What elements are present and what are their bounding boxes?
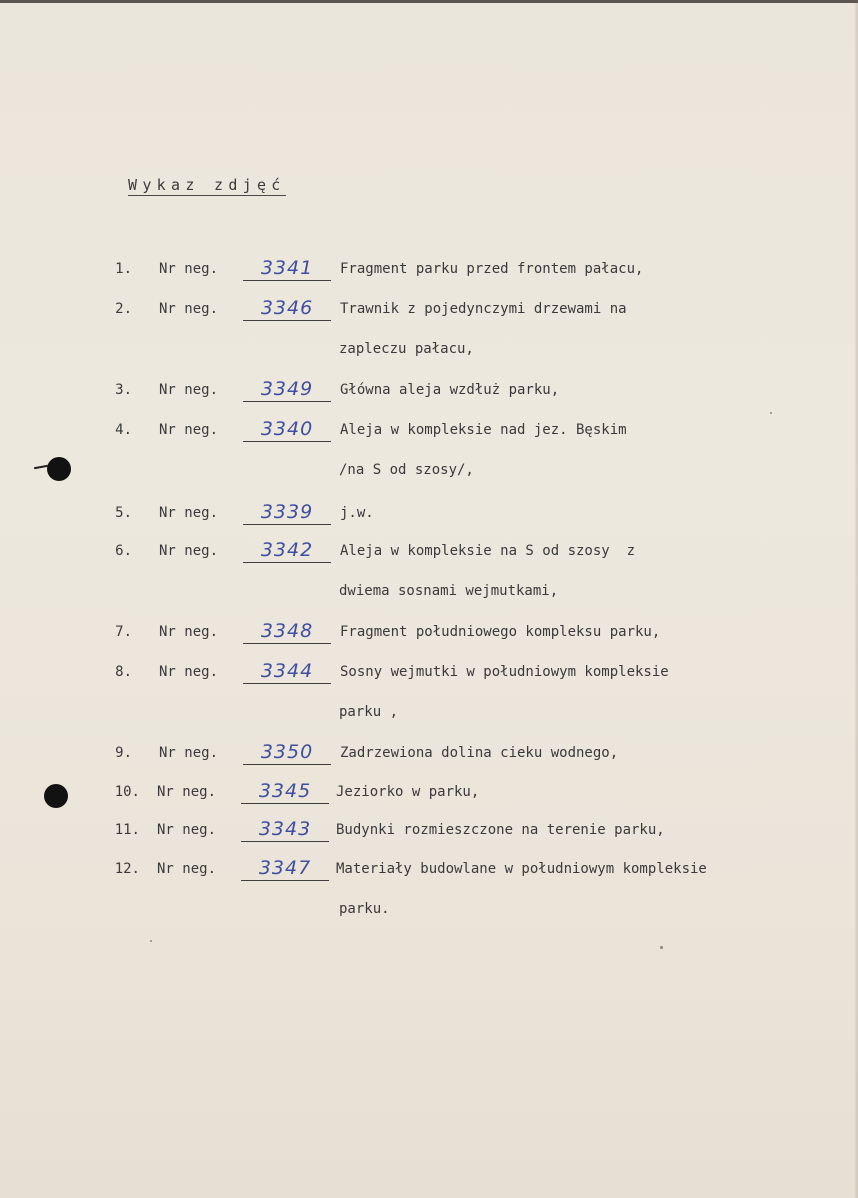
- entry-number: 6.: [115, 543, 132, 559]
- entry-number: 10.: [114, 784, 140, 800]
- list-item: [114, 742, 834, 764]
- entry-number: 4.: [115, 422, 132, 438]
- photo-description-continued: parku.: [339, 901, 390, 917]
- photo-description: Sosny wejmutki w południowym kompleksie: [340, 664, 669, 680]
- list-item: [114, 258, 834, 280]
- negative-number: 3339: [243, 502, 331, 525]
- negative-label: Nr neg.: [159, 382, 219, 398]
- entry-number: 7.: [115, 624, 132, 640]
- negative-label: Nr neg.: [159, 422, 219, 438]
- photo-description: Budynki rozmieszczone na terenie parku,: [336, 822, 665, 838]
- negative-label: Nr neg.: [159, 664, 219, 680]
- negative-number: 3347: [241, 858, 329, 881]
- photo-description: j.w.: [340, 505, 374, 521]
- negative-number: 3340: [243, 419, 331, 442]
- negative-label: Nr neg.: [159, 543, 219, 559]
- photo-description: Aleja w kompleksie nad jez. Bęskim: [340, 422, 627, 438]
- negative-number: 3349: [243, 379, 331, 402]
- entry-number: 9.: [115, 745, 132, 761]
- negative-number: 3350: [243, 742, 331, 765]
- entry-number: 3.: [115, 382, 132, 398]
- entry-number: 2.: [115, 301, 132, 317]
- entry-number: 11.: [114, 822, 140, 838]
- list-item: [114, 502, 834, 524]
- negative-label: Nr neg.: [159, 301, 219, 317]
- photo-description-continued: parku ,: [339, 704, 399, 720]
- paper-speck: [660, 946, 663, 949]
- list-item: [114, 298, 834, 320]
- paper-speck: [770, 412, 772, 414]
- photo-description: Fragment południowego kompleksu parku,: [340, 624, 661, 640]
- list-item: [114, 621, 834, 643]
- paper-speck: [150, 940, 152, 942]
- photo-description: Zadrzewiona dolina cieku wodnego,: [340, 745, 619, 761]
- negative-number: 3345: [241, 781, 329, 804]
- list-item: [114, 379, 834, 401]
- list-item: [114, 819, 834, 841]
- negative-label: Nr neg.: [159, 745, 219, 761]
- negative-number: 3348: [243, 621, 331, 644]
- photo-description: Główna aleja wzdłuż parku,: [340, 382, 560, 398]
- entry-number: 1.: [115, 261, 132, 277]
- negative-number: 3342: [243, 540, 331, 563]
- photo-description-continued: /na S od szosy/,: [339, 462, 474, 478]
- photo-description: Materiały budowlane w południowym kompleksie: [336, 861, 707, 877]
- photo-description: Aleja w kompleksie na S od szosy z: [340, 543, 636, 559]
- negative-number: 3346: [243, 298, 331, 321]
- negative-label: Nr neg.: [157, 784, 217, 800]
- entry-number: 5.: [115, 505, 132, 521]
- punch-hole-upper: [47, 457, 71, 481]
- negative-number: 3341: [243, 258, 331, 281]
- punch-hole-mark: [34, 465, 48, 469]
- list-item: [114, 540, 834, 562]
- photo-description-continued: zapleczu pałacu,: [339, 341, 474, 357]
- negative-label: Nr neg.: [157, 861, 217, 877]
- negative-label: Nr neg.: [159, 624, 219, 640]
- negative-label: Nr neg.: [159, 505, 219, 521]
- list-item: [114, 419, 834, 441]
- list-item: [114, 858, 834, 880]
- negative-label: Nr neg.: [157, 822, 217, 838]
- photo-description: Fragment parku przed frontem pałacu,: [340, 261, 644, 277]
- photo-description: Trawnik z pojedynczymi drzewami na: [340, 301, 627, 317]
- negative-label: Nr neg.: [159, 261, 219, 277]
- photo-description: Jeziorko w parku,: [336, 784, 480, 800]
- list-item: [114, 781, 834, 803]
- document-title: Wykaz zdjęć: [128, 176, 286, 194]
- negative-number: 3344: [243, 661, 331, 684]
- entry-number: 12.: [114, 861, 140, 877]
- list-item: [114, 661, 834, 683]
- entry-number: 8.: [115, 664, 132, 680]
- negative-number: 3343: [241, 819, 329, 842]
- punch-hole-lower: [44, 784, 68, 808]
- photo-description-continued: dwiema sosnami wejmutkami,: [339, 583, 559, 599]
